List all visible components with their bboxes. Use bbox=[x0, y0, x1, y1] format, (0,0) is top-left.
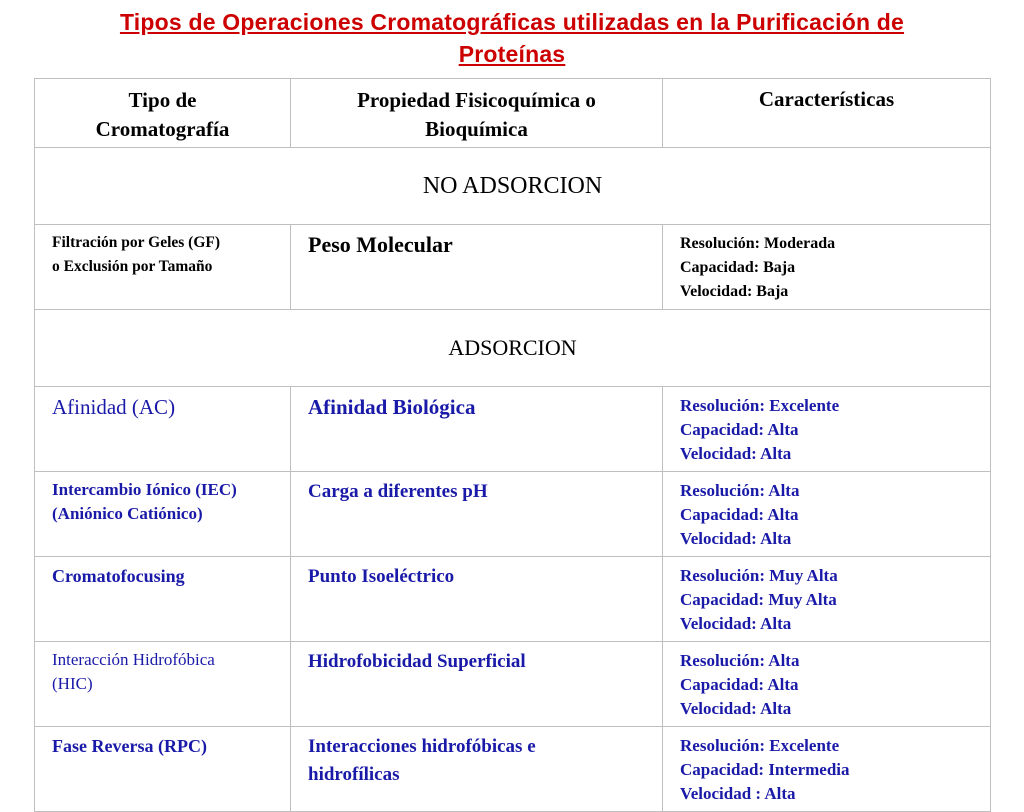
cell-property bbox=[291, 225, 663, 310]
header-caracteristicas-line1: Características bbox=[758, 87, 895, 111]
type-line1: Filtración por Geles (GF) bbox=[52, 234, 221, 251]
cell-characteristics bbox=[663, 387, 991, 472]
velocidad: Velocidad: Baja bbox=[680, 283, 789, 300]
cell-property bbox=[291, 387, 663, 472]
cell-type bbox=[35, 472, 291, 557]
chromatography-table bbox=[34, 78, 991, 812]
capacidad: Capacidad: Muy Alta bbox=[680, 590, 837, 609]
property-line1: Hidrofobicidad Superficial bbox=[308, 651, 526, 672]
cell-type bbox=[35, 387, 291, 472]
slide-title-line2: Proteínas bbox=[458, 41, 566, 67]
capacidad: Capacidad: Intermedia bbox=[680, 760, 850, 779]
resolucion: Resolución: Alta bbox=[680, 481, 800, 500]
slide-title bbox=[16, 6, 1008, 70]
section-no-adsorcion: NO ADSORCION bbox=[35, 148, 991, 225]
cell-property bbox=[291, 472, 663, 557]
type-line2: (Aniónico Catiónico) bbox=[52, 504, 203, 523]
capacidad: Capacidad: Alta bbox=[680, 420, 799, 439]
cell-characteristics bbox=[663, 472, 991, 557]
capacidad: Capacidad: Alta bbox=[680, 675, 799, 694]
property-line2: hidrofílicas bbox=[308, 764, 400, 785]
velocidad: Velocidad: Alta bbox=[680, 444, 792, 463]
type-line2: o Exclusión por Tamaño bbox=[52, 258, 213, 275]
velocidad: Velocidad: Alta bbox=[680, 699, 792, 718]
section-row-no-adsorcion bbox=[35, 148, 991, 225]
cell-property bbox=[291, 557, 663, 642]
table-row bbox=[35, 472, 991, 557]
section-row-adsorcion bbox=[35, 310, 991, 387]
type-line2: (HIC) bbox=[52, 674, 93, 693]
resolucion: Resolución: Muy Alta bbox=[680, 566, 838, 585]
cell-type bbox=[35, 225, 291, 310]
table-row bbox=[35, 557, 991, 642]
cell-characteristics bbox=[663, 557, 991, 642]
resolucion: Resolución: Moderada bbox=[680, 235, 836, 252]
cell-type bbox=[35, 727, 291, 812]
header-caracteristicas bbox=[663, 79, 991, 148]
property-line1: Peso Molecular bbox=[308, 232, 453, 257]
resolucion: Resolución: Excelente bbox=[680, 736, 840, 755]
property-line1: Carga a diferentes pH bbox=[308, 481, 488, 502]
cell-characteristics bbox=[663, 727, 991, 812]
property-line1: Interacciones hidrofóbicas e bbox=[308, 736, 536, 757]
section-adsorcion: ADSORCION bbox=[35, 310, 991, 387]
velocidad: Velocidad: Alta bbox=[680, 614, 792, 633]
header-tipo-line2: Cromatografía bbox=[95, 117, 230, 141]
header-propiedad bbox=[291, 79, 663, 148]
cell-property bbox=[291, 642, 663, 727]
table-row bbox=[35, 387, 991, 472]
header-tipo bbox=[35, 79, 291, 148]
capacidad: Capacidad: Baja bbox=[680, 259, 796, 276]
cell-characteristics bbox=[663, 225, 991, 310]
header-row bbox=[35, 79, 991, 148]
table-row bbox=[35, 642, 991, 727]
velocidad: Velocidad : Alta bbox=[680, 784, 796, 803]
resolucion: Resolución: Excelente bbox=[680, 396, 840, 415]
resolucion: Resolución: Alta bbox=[680, 651, 800, 670]
table-row bbox=[35, 225, 991, 310]
type-line1: Cromatofocusing bbox=[52, 566, 185, 586]
velocidad: Velocidad: Alta bbox=[680, 529, 792, 548]
cell-type bbox=[35, 642, 291, 727]
cell-type bbox=[35, 557, 291, 642]
cell-property bbox=[291, 727, 663, 812]
slide-title-line1: Tipos de Operaciones Cromatográficas utilizadas en la Purificación de bbox=[119, 9, 905, 35]
table-row bbox=[35, 727, 991, 812]
type-line1: Afinidad (AC) bbox=[52, 395, 176, 419]
property-line1: Afinidad Biológica bbox=[308, 395, 476, 419]
header-propiedad-line1: Propiedad Fisicoquímica o bbox=[357, 88, 596, 112]
capacidad: Capacidad: Alta bbox=[680, 505, 799, 524]
type-line1: Fase Reversa (RPC) bbox=[52, 736, 207, 756]
property-line1: Punto Isoeléctrico bbox=[308, 566, 455, 587]
type-line1: Intercambio Iónico (IEC) bbox=[52, 480, 237, 499]
header-tipo-line1: Tipo de bbox=[128, 88, 197, 112]
type-line1: Interacción Hidrofóbica bbox=[52, 650, 215, 669]
header-propiedad-line2: Bioquímica bbox=[425, 117, 528, 141]
cell-characteristics bbox=[663, 642, 991, 727]
